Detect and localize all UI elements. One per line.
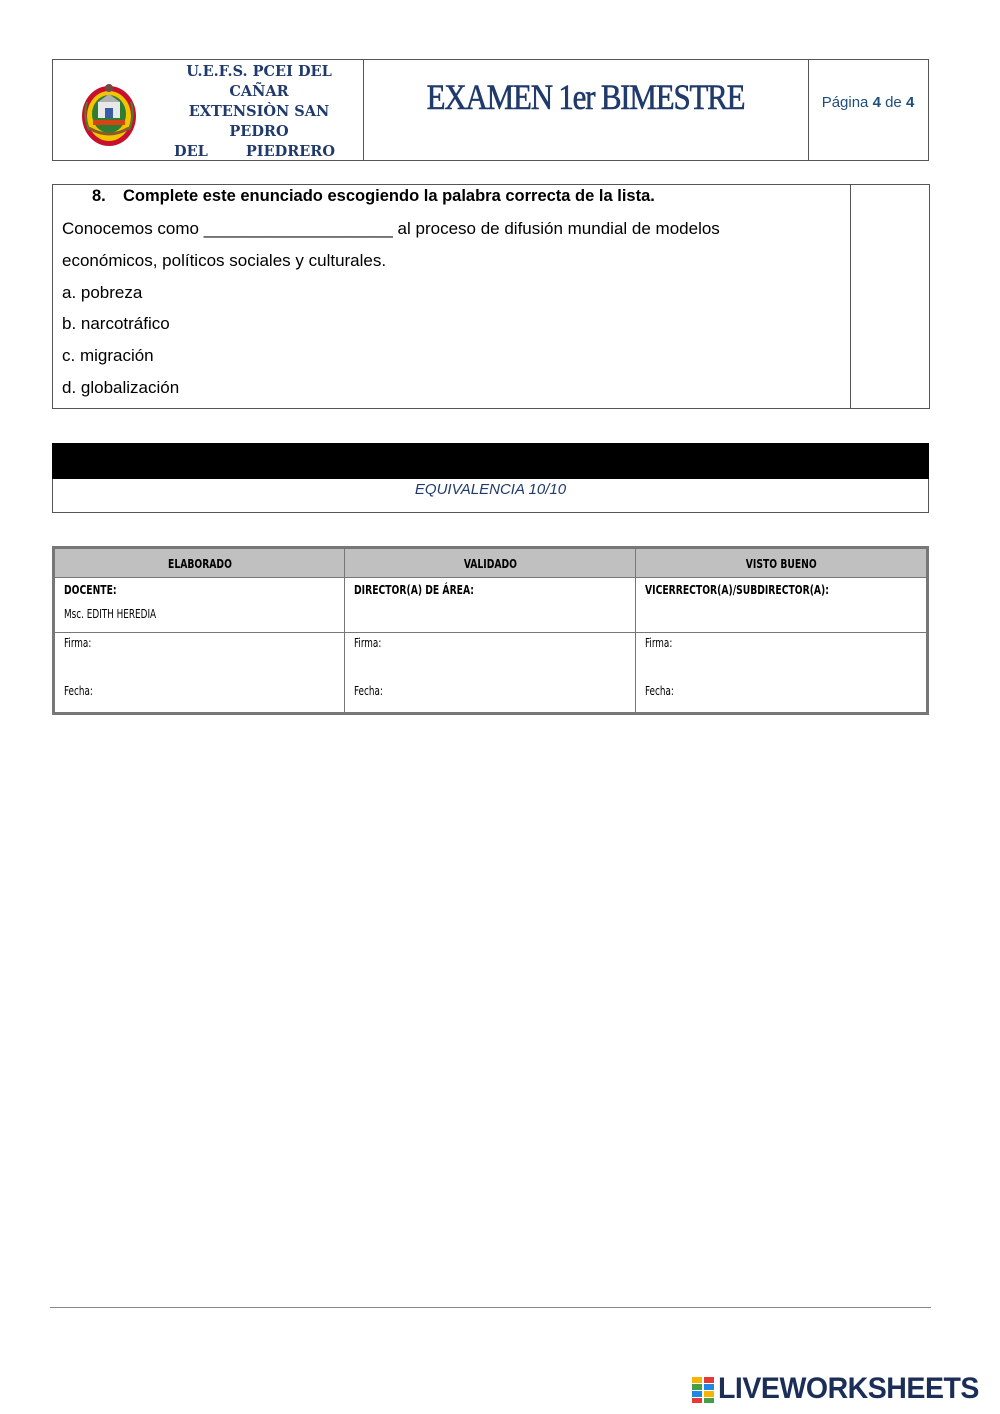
question-statement-line1: Conocemos como ____________________ al proceso de difusión mundial de modelos [62,219,720,238]
signature-header-row [55,549,927,578]
exam-title: EXAMEN 1er BIMESTRE [426,77,745,117]
firma-label-1: Firma: [64,636,92,650]
question-statement-line2: económicos, políticos sociales y culturales. [62,251,387,270]
school-name-line3-right: PIEDRERO [245,143,335,160]
equivalencia-box [52,479,929,513]
school-name-line3 [161,142,357,162]
page-total: 4 [905,94,915,111]
role-director: DIRECTOR(A) DE ÁREA: [354,582,475,597]
header-title-cell [363,60,809,160]
fecha-label-3: Fecha: [644,684,674,698]
fecha-label-1: Fecha: [64,684,93,698]
header-elaborado: ELABORADO [55,549,345,578]
school-emblem-icon [79,80,139,150]
option-a[interactable]: a. pobreza [62,283,143,302]
question-box [52,184,930,409]
school-name-line1: U.E.F.S. PCEI DEL CAÑAR [186,63,332,100]
fecha-label-2: Fecha: [354,684,384,698]
school-name-line3-left: DEL [174,143,208,160]
option-b[interactable]: b. narcotráfico [62,314,170,333]
signature-grid [54,548,927,713]
liveworksheets-wordmark: LIVEWORKSHEETS [718,1372,979,1405]
document-header [52,59,929,161]
cell-firma-visto-bueno[interactable] [635,633,926,713]
role-vicerrector: VICERRECTOR(A)/SUBDIRECTOR(A): [644,582,829,597]
signature-table [52,546,929,715]
page-of: de [885,94,902,111]
page-label: Página [821,94,869,111]
equivalencia-header-bar [52,443,929,479]
question-title-text: Complete este enunciado escogiendo la palabra correcta de la lista. [123,187,655,205]
cell-vicerrector [635,578,926,633]
footer-divider [50,1307,931,1308]
option-c[interactable]: c. migración [62,346,154,365]
question-title [92,187,655,206]
equivalencia-text: EQUIVALENCIA 10/10 [414,481,567,498]
firma-label-2: Firma: [354,636,382,650]
page-current: 4 [872,94,881,111]
cell-docente [55,578,345,633]
liveworksheets-brand[interactable] [692,1372,988,1405]
header-validado: VALIDADO [345,549,635,578]
liveworksheets-logo-icon [692,1377,714,1403]
cell-firma-elaborado[interactable] [55,633,345,713]
header-page-cell [808,60,928,160]
option-d[interactable]: d. globalización [62,378,180,397]
header-visto-bueno: VISTO BUENO [635,549,926,578]
docente-name: Msc. EDITH HEREDIA [64,607,157,621]
school-name [161,62,357,162]
role-docente: DOCENTE: [64,582,117,597]
firma-label-3: Firma: [644,636,673,650]
header-school-cell [53,60,364,160]
question-number: 8. [92,187,106,205]
cell-director [345,578,635,633]
signature-role-row [55,578,927,633]
page-number [808,94,928,111]
school-name-line2: EXTENSIÒN SAN PEDRO [188,103,330,140]
score-column [850,185,851,408]
signature-sign-row [55,633,927,713]
cell-firma-validado[interactable] [345,633,635,713]
